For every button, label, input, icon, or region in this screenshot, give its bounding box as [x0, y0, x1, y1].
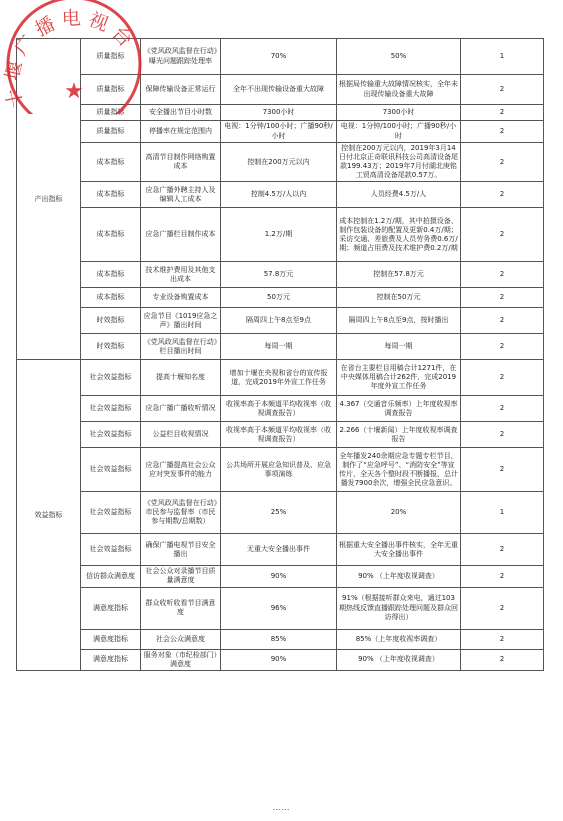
indicator-name: 专业设备购置成本 — [141, 288, 221, 308]
second-level-indicator: 满意度指标 — [81, 629, 141, 649]
score-value: 2 — [461, 288, 544, 308]
table-row — [17, 334, 544, 360]
second-level-indicator: 质量指标 — [81, 75, 141, 105]
target-value: 无重大安全播出事件 — [221, 534, 337, 566]
actual-value: 20% — [337, 492, 461, 534]
actual-value: 91%（根据接听群众来电，通过103期热线反馈直播跟踪处理问题及群众回访得出） — [337, 587, 461, 629]
actual-value: 在省台主要栏目用稿合计1271件，在中央媒体用稿合计262件，完成2019年度外宣工作任务 — [337, 360, 461, 396]
svg-text:★: ★ — [64, 79, 84, 104]
second-level-indicator: 时效指标 — [81, 308, 141, 334]
table-row — [17, 534, 544, 566]
score-value: 2 — [461, 360, 544, 396]
table-row — [17, 448, 544, 492]
target-value: 电视：1分钟/100小时；广播90秒/小时 — [221, 121, 337, 143]
table-row — [17, 308, 544, 334]
actual-value: 成本控制在1.2万/期，其中拍摄设备、制作包装设备的配置及更新0.4万/期；采访交通、差旅费及人员劳务费0.6万/期；频道占用费及技术维护费0.2万/期 — [337, 208, 461, 262]
actual-value: 4.367（交通音乐频率）上年度收视率调查报告 — [337, 396, 461, 422]
actual-value: 根据局传输重大故障情况核实，全年未出现传输设备重大故障 — [337, 75, 461, 105]
indicator-name: 停播率在规定范围内 — [141, 121, 221, 143]
target-value: 全年不出现传输设备重大故障 — [221, 75, 337, 105]
table-row — [17, 121, 544, 143]
indicator-name: 群众收听收看节目满意度 — [141, 587, 221, 629]
actual-value: 控制在50万元 — [337, 288, 461, 308]
target-value: 每周一期 — [221, 334, 337, 360]
indicator-name: 社会公众满意度 — [141, 629, 221, 649]
score-value: 2 — [461, 422, 544, 448]
indicator-name: 应急广播栏目制作成本 — [141, 208, 221, 262]
target-value: 公共场所开展应急知识普及、应急事项演练 — [221, 448, 337, 492]
indicator-name: 确保广播电视节目安全播出 — [141, 534, 221, 566]
target-value: 隔周四上午8点至9点 — [221, 308, 337, 334]
score-value: 2 — [461, 534, 544, 566]
score-value: 2 — [461, 182, 544, 208]
target-value: 1.2万/期 — [221, 208, 337, 262]
score-value: 2 — [461, 629, 544, 649]
target-value: 收视率高于本频道平均收视率（收视调查报告） — [221, 422, 337, 448]
score-value: 2 — [461, 208, 544, 262]
table-row — [17, 182, 544, 208]
target-value: 控制在200万元以内 — [221, 143, 337, 182]
indicator-name: 应急节目《1019应急之声》播出时间 — [141, 308, 221, 334]
target-value: 控制4.5万/人以内 — [221, 182, 337, 208]
target-value: 25% — [221, 492, 337, 534]
target-value: 7300小时 — [221, 105, 337, 121]
target-value: 50万元 — [221, 288, 337, 308]
score-value: 2 — [461, 566, 544, 587]
indicator-name: 应急广播提高社会公众应对突发事件的能力 — [141, 448, 221, 492]
indicator-name: 《党风政风监督在行动》市民参与监督率（市民参与期数/总期数） — [141, 492, 221, 534]
svg-text:十堰广播电视台: 十堰广播电视台 — [1, 7, 141, 110]
indicator-name: 安全播出节目小时数 — [141, 105, 221, 121]
actual-value: 2.266（十堰新闻）上年度收视率调查报告 — [337, 422, 461, 448]
target-value: 90% — [221, 566, 337, 587]
second-level-indicator: 成本指标 — [81, 208, 141, 262]
second-level-indicator: 社会效益指标 — [81, 492, 141, 534]
table-row — [17, 288, 544, 308]
target-value: 收视率高于本频道平均收视率（收视调查报告） — [221, 396, 337, 422]
indicator-name: 《党风政风监督在行动》栏目播出时间 — [141, 334, 221, 360]
performance-indicator-table — [16, 38, 544, 671]
second-level-indicator: 信访群众满意度 — [81, 566, 141, 587]
second-level-indicator: 社会效益指标 — [81, 534, 141, 566]
indicator-name: 服务对象（市纪检部门）满意度 — [141, 649, 221, 670]
second-level-indicator: 成本指标 — [81, 143, 141, 182]
score-value: 1 — [461, 492, 544, 534]
target-value: 90% — [221, 649, 337, 670]
score-value: 2 — [461, 143, 544, 182]
second-level-indicator: 社会效益指标 — [81, 422, 141, 448]
target-value: 增加十堰在央视和省台的宣传报道，完成2019年外宣工作任务 — [221, 360, 337, 396]
target-value: 70% — [221, 39, 337, 75]
target-value: 96% — [221, 587, 337, 629]
actual-value: 90% （上年度收视调查） — [337, 566, 461, 587]
table-row — [17, 360, 544, 396]
second-level-indicator: 质量指标 — [81, 121, 141, 143]
indicator-name: 保障传输设备正常运行 — [141, 75, 221, 105]
target-value: 57.8万元 — [221, 262, 337, 288]
indicator-name: 技术维护费用及其他支出成本 — [141, 262, 221, 288]
indicator-name: 《党风政风监督在行动》曝光问题跟踪处理率 — [141, 39, 221, 75]
second-level-indicator: 社会效益指标 — [81, 360, 141, 396]
table-row — [17, 629, 544, 649]
score-value: 2 — [461, 396, 544, 422]
actual-value: 电视：1分钟/100小时；广播90秒/小时 — [337, 121, 461, 143]
indicator-name: 提高十堰知名度 — [141, 360, 221, 396]
indicator-name: 公益栏目收视情况 — [141, 422, 221, 448]
score-value: 2 — [461, 262, 544, 288]
actual-value: 90% （上年度收视调查） — [337, 649, 461, 670]
actual-value: 人员经费4.5万/人 — [337, 182, 461, 208]
actual-value: 隔周四上午8点至9点，按时播出 — [337, 308, 461, 334]
table-row — [17, 566, 544, 587]
second-level-indicator: 成本指标 — [81, 288, 141, 308]
second-level-indicator: 成本指标 — [81, 262, 141, 288]
actual-value: 控制在57.8万元 — [337, 262, 461, 288]
indicator-name: 高清节目制作网络购置成本 — [141, 143, 221, 182]
score-value: 2 — [461, 448, 544, 492]
second-level-indicator: 社会效益指标 — [81, 448, 141, 492]
actual-value: 控制在200万元以内，2019年3月14日付北京正奇联讯科技公司高清设备尾款199.43万；2019年7月付湖北庚铭工贸高清设备尾款0.57万。 — [337, 143, 461, 182]
actual-value: 根据重大安全播出事件核实，全年无重大安全播出事件 — [337, 534, 461, 566]
target-value: 85% — [221, 629, 337, 649]
second-level-indicator: 质量指标 — [81, 39, 141, 75]
score-value: 2 — [461, 587, 544, 629]
indicator-name: 应急广播广播收听情况 — [141, 396, 221, 422]
table-row — [17, 105, 544, 121]
table-row — [17, 396, 544, 422]
score-value: 2 — [461, 334, 544, 360]
score-value: 1 — [461, 39, 544, 75]
page-footer: …… — [272, 803, 291, 812]
second-level-indicator: 时效指标 — [81, 334, 141, 360]
second-level-indicator: 满意度指标 — [81, 587, 141, 629]
second-level-indicator: 成本指标 — [81, 182, 141, 208]
score-value: 2 — [461, 649, 544, 670]
table-row — [17, 208, 544, 262]
score-value: 2 — [461, 121, 544, 143]
first-level-indicator: 效益指标 — [17, 360, 81, 670]
indicator-name: 社会公众对录播节目质量满意度 — [141, 566, 221, 587]
actual-value: 50% — [337, 39, 461, 75]
table-row — [17, 492, 544, 534]
score-value: 2 — [461, 75, 544, 105]
score-value: 2 — [461, 308, 544, 334]
first-level-indicator: 产出指标 — [17, 39, 81, 360]
actual-value: 7300小时 — [337, 105, 461, 121]
indicator-name: 应急广播外聘主持人及编辑人工成本 — [141, 182, 221, 208]
table-row — [17, 143, 544, 182]
score-value: 2 — [461, 105, 544, 121]
table-row — [17, 262, 544, 288]
second-level-indicator: 满意度指标 — [81, 649, 141, 670]
table-row — [17, 39, 544, 75]
actual-value: 85%（上年度收视率调查） — [337, 629, 461, 649]
table-row — [17, 587, 544, 629]
second-level-indicator: 社会效益指标 — [81, 396, 141, 422]
table-row — [17, 75, 544, 105]
second-level-indicator: 质量指标 — [81, 105, 141, 121]
actual-value: 全年播发240余期应急专题专栏节目，制作了“应急呼号”、“消防安全”等宣传片，全天各个整时段不断播报，总计播发7900余次，增强全民应急意识。 — [337, 448, 461, 492]
actual-value: 每周一期 — [337, 334, 461, 360]
table-row — [17, 649, 544, 670]
table-row — [17, 422, 544, 448]
